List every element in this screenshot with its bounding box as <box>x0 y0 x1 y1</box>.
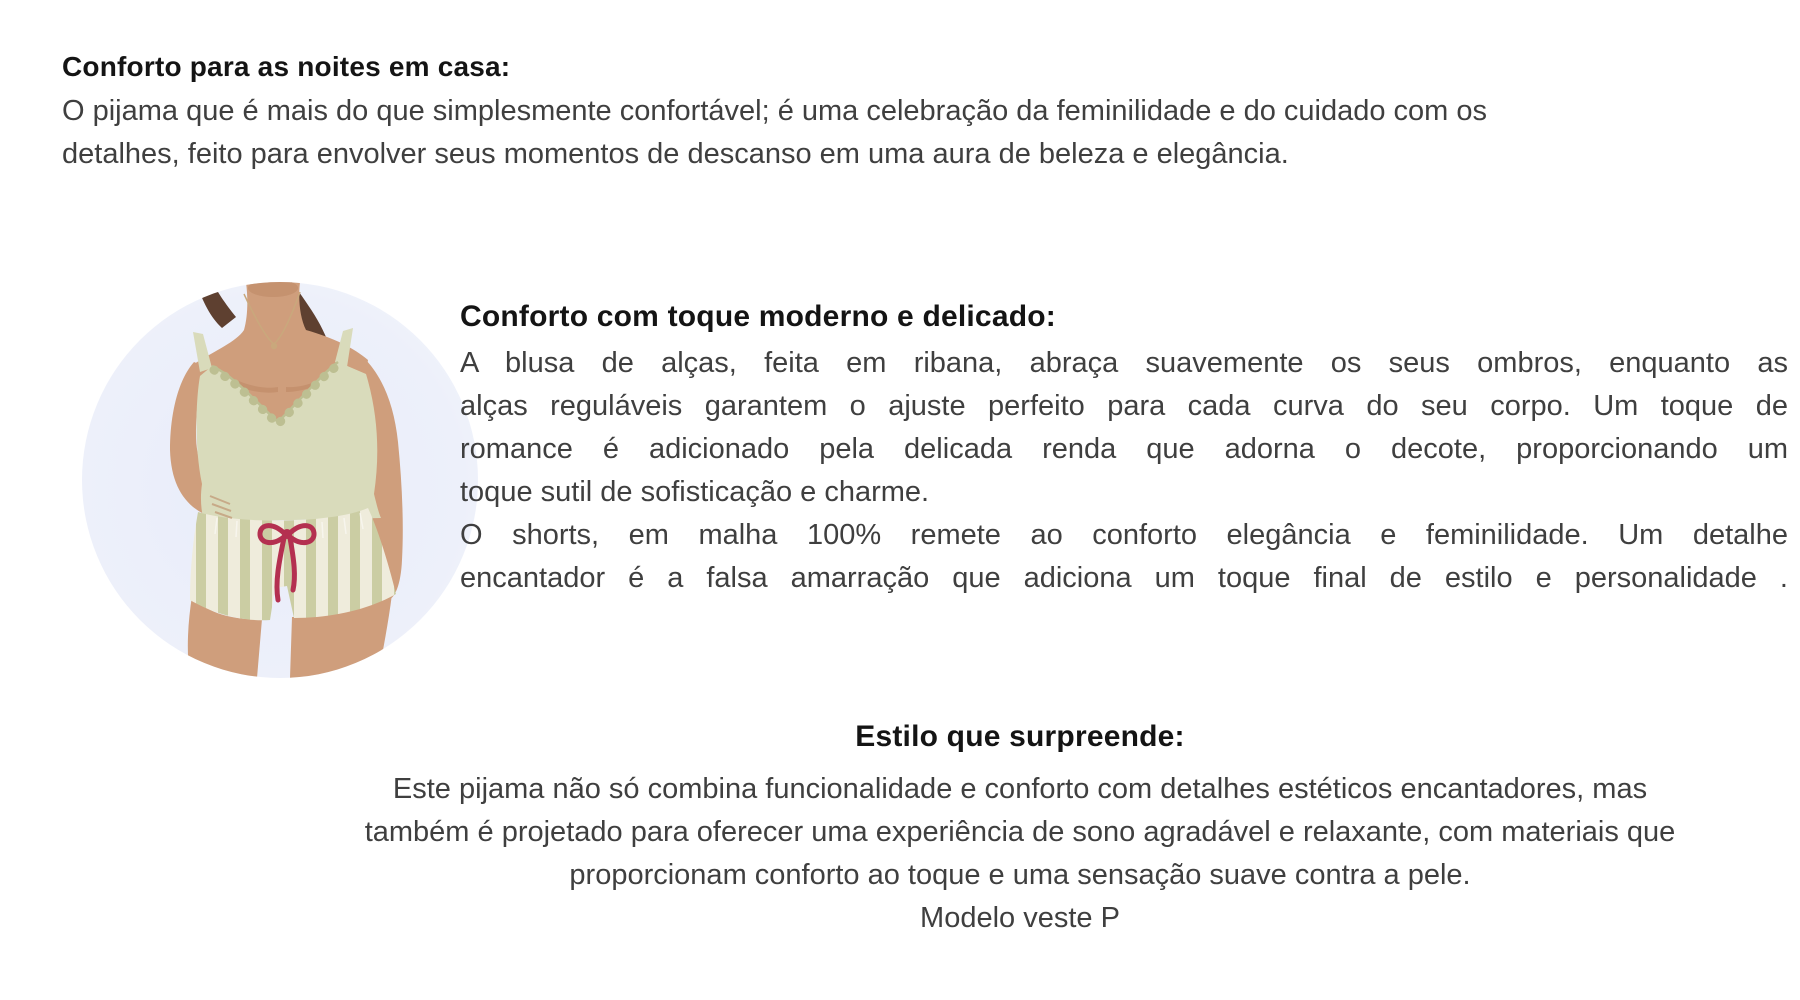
feature-line-3: romance é adicionado pela delicada renda que adorna o decote, proporcionando um <box>460 433 1788 465</box>
feature-line-1: A blusa de alças, feita em ribana, abraça suavemente os seus ombros, enquanto as <box>460 347 1788 379</box>
product-photo <box>82 282 478 678</box>
style-section <box>250 706 1790 940</box>
style-heading: Estilo que surpreende: <box>855 720 1185 753</box>
feature-line-6: encantador é a falsa amarração que adiciona um toque final de estilo e personalidade . <box>460 562 1788 594</box>
feature-line-5: O shorts, em malha 100% remete ao conforto elegância e feminilidade. Um detalhe <box>460 519 1788 551</box>
intro-line-1: O pijama que é mais do que simplesmente confortável; é uma celebração da feminilidade e do cuidado com os <box>62 95 1488 127</box>
model-size-note: Modelo veste P <box>920 902 1120 934</box>
intro-line-2: detalhes, feito para envolver seus momentos de descanso em uma aura de beleza e elegância. <box>62 138 1289 170</box>
intro-heading: Conforto para as noites em casa: <box>62 51 511 82</box>
feature-section <box>460 292 1788 600</box>
style-line-3: proporcionam conforto ao toque e uma sensação suave contra a pele. <box>569 859 1471 891</box>
feature-heading: Conforto com toque moderno e delicado: <box>460 300 1056 333</box>
feature-line-2: alças reguláveis garantem o ajuste perfeito para cada curva do seu corpo. Um toque de <box>460 390 1788 422</box>
style-line-2: também é projetado para oferecer uma experiência de sono agradável e relaxante, com materiais que <box>364 816 1676 848</box>
model-illustration <box>82 282 478 678</box>
intro-section <box>62 44 1742 176</box>
style-line-1: Este pijama não só combina funcionalidade e conforto com detalhes estéticos encantadores, mas <box>392 773 1648 805</box>
feature-line-4: toque sutil de sofisticação e charme. <box>460 476 930 508</box>
